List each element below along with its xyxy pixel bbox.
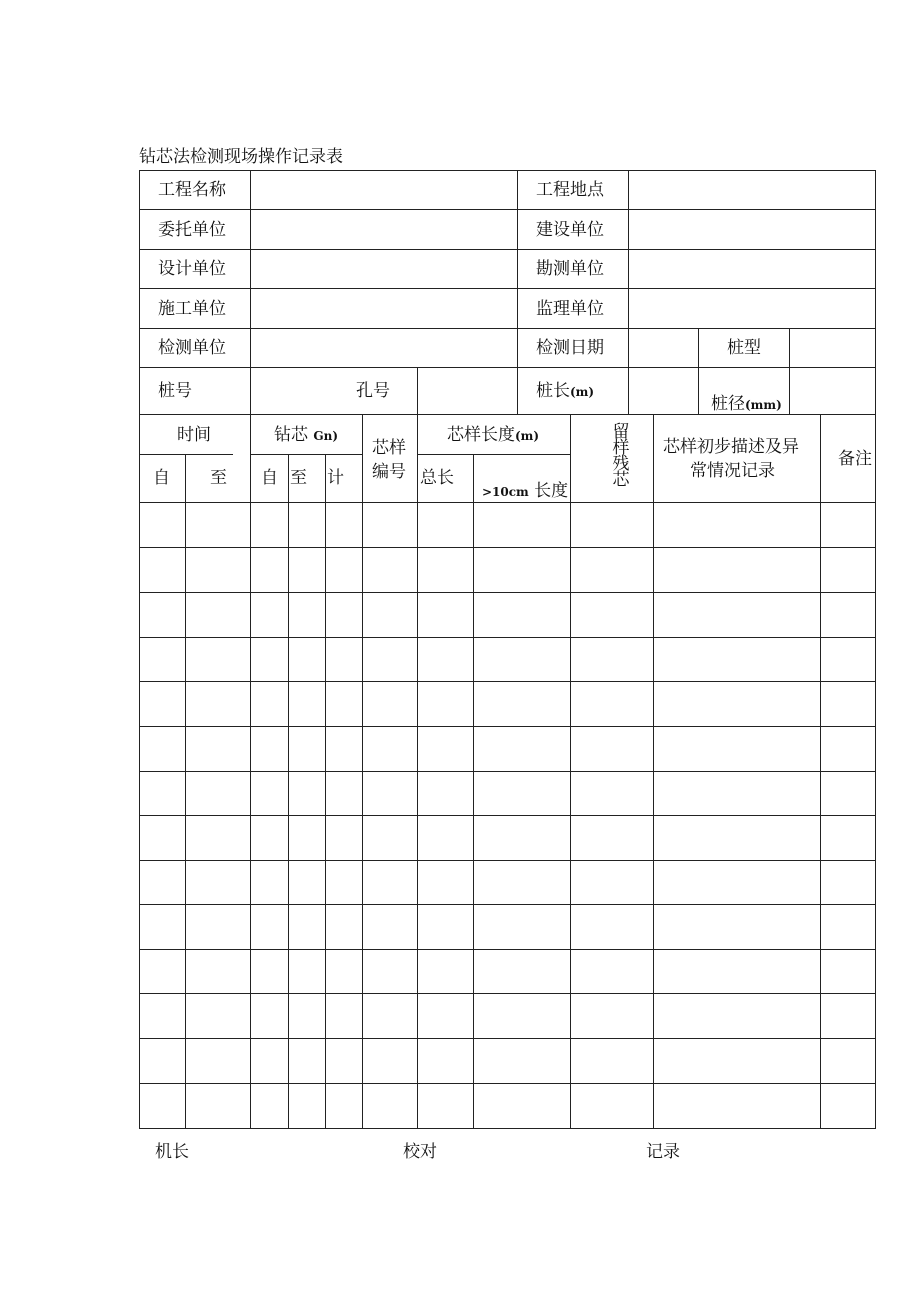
label-test-date: 检测日期 — [536, 338, 604, 358]
label-pile-type: 桩型 — [727, 338, 761, 358]
header-sample-no-line1: 芯样 — [372, 438, 406, 458]
table-border-right — [875, 170, 876, 1129]
header-core-from: 自 — [261, 468, 278, 488]
label-surveyor: 勘测单位 — [536, 259, 604, 279]
table-row — [139, 592, 876, 593]
table-row — [139, 904, 876, 905]
retained-char: 留 — [612, 422, 630, 442]
table-row — [139, 726, 876, 727]
drill-core-text: 钻芯 — [274, 425, 308, 445]
header-time-to: 至 — [210, 468, 227, 488]
label-designer: 设计单位 — [158, 259, 226, 279]
header-core-total: 计 — [327, 468, 344, 488]
header-sample-no-line2: 编号 — [372, 462, 406, 482]
table-row — [139, 771, 876, 772]
table-border-left — [139, 170, 140, 1129]
pile-diameter-text: 桩径 — [711, 394, 745, 414]
pile-diameter-unit: (mm) — [745, 398, 782, 412]
header-remarks: 备注 — [838, 449, 872, 469]
table-row — [139, 547, 876, 548]
header-drill-core — [274, 425, 338, 446]
col-divider — [417, 367, 418, 414]
page-title: 钻芯法检测现场操作记录表 — [139, 147, 343, 167]
label-hole-no: 孔号 — [356, 381, 390, 401]
table-row — [139, 860, 876, 861]
header-description-line1: 芯样初步描述及异 — [663, 437, 799, 457]
label-project-site: 工程地点 — [536, 180, 604, 200]
core-length-text: 芯样长度 — [447, 425, 515, 445]
table-row — [139, 681, 876, 682]
col-divider — [250, 170, 251, 414]
label-pile-length — [536, 381, 594, 402]
col-divider — [628, 170, 629, 414]
header-description-line2: 常情况记录 — [690, 461, 775, 481]
col-divider — [517, 170, 518, 414]
table-row — [139, 1083, 876, 1084]
signature-recorder: 记录 — [646, 1142, 680, 1162]
col-divider — [698, 328, 699, 414]
signature-checker: 校对 — [403, 1142, 437, 1162]
retained-char: 样 — [612, 438, 630, 458]
col-divider — [185, 454, 186, 1129]
header-core-to: 至 — [290, 468, 307, 488]
record-form-table — [139, 170, 876, 1129]
label-inspector: 检测单位 — [158, 338, 226, 358]
header-divider — [417, 454, 570, 455]
label-supervisor: 监理单位 — [536, 299, 604, 319]
table-row — [139, 815, 876, 816]
table-row — [139, 949, 876, 950]
retained-char: 残 — [612, 454, 630, 474]
gt10cm-text: >10cm — [482, 485, 529, 499]
signature-captain: 机长 — [155, 1142, 189, 1162]
header-retained-core — [611, 424, 631, 488]
label-project-name: 工程名称 — [158, 180, 226, 200]
label-constructor: 施工单位 — [158, 299, 226, 319]
table-row — [139, 993, 876, 994]
header-time-from: 自 — [153, 468, 170, 488]
label-builder: 建设单位 — [536, 220, 604, 240]
table-row — [139, 1038, 876, 1039]
core-length-unit: (m) — [515, 429, 540, 443]
gt10cm-suffix: 长度 — [534, 481, 569, 501]
col-divider — [288, 454, 289, 1129]
label-client: 委托单位 — [158, 220, 226, 240]
header-total-length: 总长 — [420, 468, 454, 488]
header-time: 时间 — [177, 425, 211, 445]
header-gt10cm-length — [482, 481, 568, 502]
retained-char: 芯 — [612, 470, 630, 490]
table-row — [139, 637, 876, 638]
label-pile-no: 桩号 — [158, 381, 192, 401]
header-divider — [250, 454, 362, 455]
pile-length-unit: (m) — [570, 385, 595, 399]
col-divider — [789, 328, 790, 414]
table-border-bottom — [139, 1128, 876, 1129]
drill-core-unit: Gn) — [313, 429, 339, 443]
header-core-length — [447, 425, 539, 446]
col-divider — [473, 454, 474, 1129]
header-divider — [139, 454, 233, 455]
pile-length-text: 桩长 — [536, 381, 570, 401]
label-pile-diameter — [711, 394, 782, 415]
col-divider — [325, 454, 326, 1129]
